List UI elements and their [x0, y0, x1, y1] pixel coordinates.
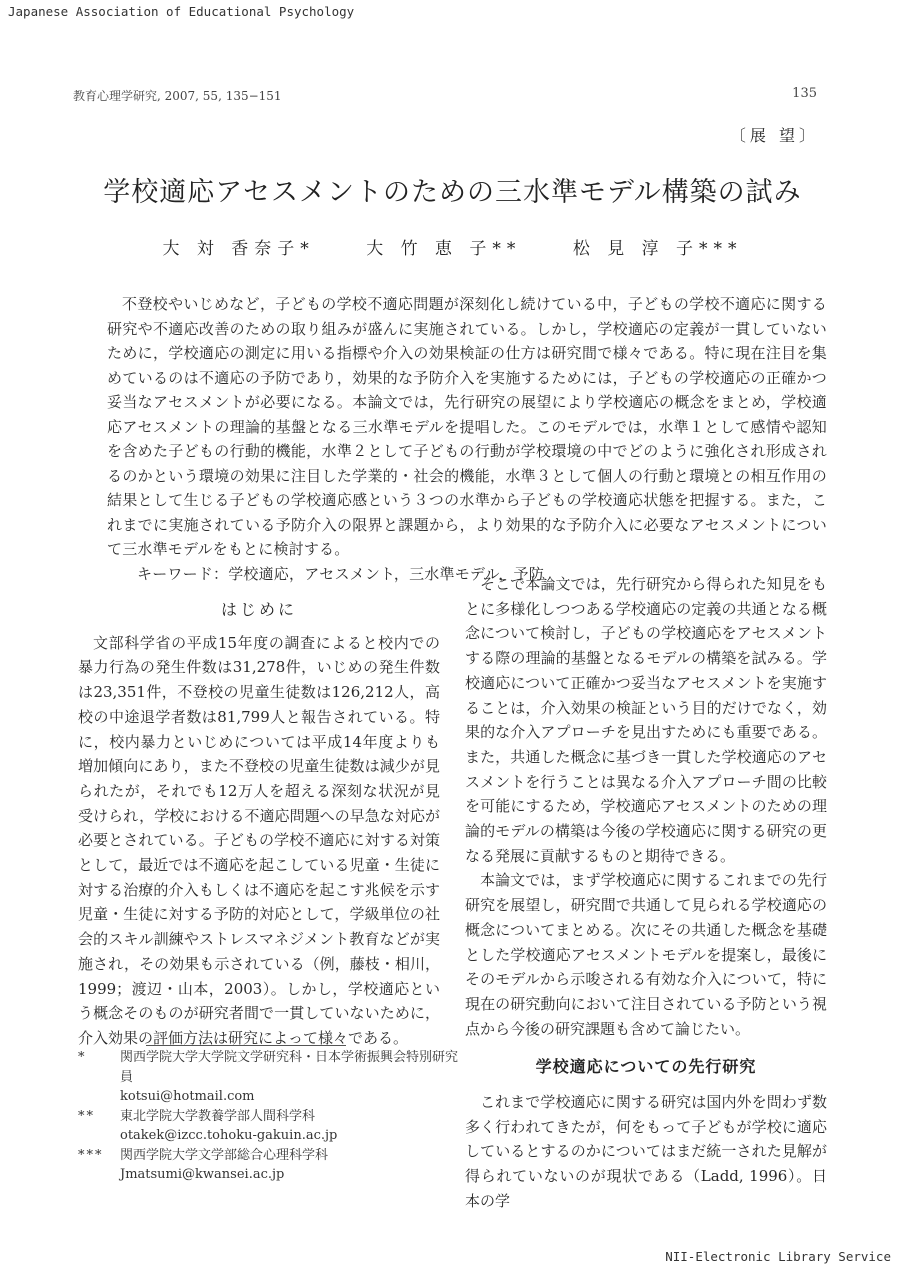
- abstract-text: 不登校やいじめなど，子どもの学校不適応問題が深刻化し続けている中，子どもの学校不適応に関する研究や不適応改善のための取り組みが盛んに実施されている。しかし，学校適応の定義が一貫していないために，学校適応の測定に用いる指標や介入の効果検証の仕方は研究間で様々である。特に現在注目を集めているのは不適応の予防であり，効果的な予防介入を実施するためには，子どもの学校適応の正確かつ妥当なアセスメントが必要になる。本論文では，先行研究の展望により学校適応の概念をまとめ，学校適応アセスメントの理論的基盤となる三水準モデルを提唱した。このモデルでは，水準１として感情や認知を含めた子どもの行動的機能，水準２として子どもの行動が学校環境の中でどのように強化され形成されるのかという環境の効果に注目した学業的・社会的機能，水準３として個人の行動と環境との相互作用の結果として生じる子どもの学校適応感という３つの水準から子どもの学校適応状態を把握する。また，これまでに実施されている予防介入の限界と課題から，より効果的な予防介入に必要なアセスメントについて三水準モデルをもとに検討する。: [107, 295, 827, 558]
- paper-title: 学校適応アセスメントのための三水準モデル構築の試み: [103, 177, 802, 208]
- footnote-affiliation: 関西学院大学大学院文学研究科・日本学術振興会特別研究員: [120, 1050, 459, 1085]
- right-column: [465, 572, 827, 1214]
- footnote-email: otakek@izcc.tohoku-gakuin.ac.jp: [120, 1128, 338, 1143]
- journal-reference: 教育心理学研究, 2007, 55, 135−151: [73, 89, 282, 103]
- library-service-footer: NII-Electronic Library Service: [665, 1249, 891, 1264]
- footnote: [78, 1048, 458, 1107]
- left-column: [78, 598, 440, 1051]
- footnote: [78, 1146, 458, 1185]
- paragraph: そこで本論文では，先行研究から得られた知見をもとに多様化しつつある学校適応の定義の共通となる概念について検討し，子どもの学校適応をアセスメントする際の理論的基盤となるモデルの構築を試みる。学校適応について正確かつ妥当なアセスメントを実施することは，介入効果の検証という目的だけでなく，効果的な介入アプローチを見出すためにも重要である。また，共通した概念に基づき一貫した学校適応のアセスメントを行うことは異なる介入アプローチ間の比較を可能にするため，学校適応アセスメントのための理論的モデルの構築は今後の学校適応に関する研究の更なる発展に貢献するものと期待できる。: [465, 575, 827, 865]
- footnote-mark: **: [78, 1108, 95, 1124]
- abstract: [107, 292, 827, 586]
- paragraph: これまで学校適応に関する研究は国内外を問わず数多く行われてきたが，何をもって子どもが学校に適応しているとするのかについてはまだ統一された見解が得られていないのが現状である（Ladd, 1996）。日本の学: [465, 1093, 827, 1210]
- article-category: 〔展 望〕: [729, 126, 819, 145]
- footnote-mark: *: [78, 1050, 87, 1065]
- author-name: 松 見 淳 子***: [572, 239, 743, 259]
- footnote-divider: [146, 1045, 346, 1046]
- paragraph: 本論文では，まず学校適応に関するこれまでの先行研究を展望し，研究間で共通して見られる学校適応の概念についてまとめる。次にその共通した概念を基礎とした学校適応アセスメントモデルを提案し，最後にそのモデルから示唆される有効な介入について，特に現在の研究動向において注目されている予防という視点から今後の研究課題も含めて論じたい。: [465, 871, 827, 1038]
- footnotes: [78, 1048, 458, 1185]
- footnote-affiliation: 東北学院大学教養学部人間科学科: [120, 1108, 316, 1124]
- page-number: 135: [792, 86, 817, 101]
- association-header: Japanese Association of Educational Psychology: [8, 4, 355, 19]
- section-heading: 学校適応についての先行研究: [535, 1057, 757, 1077]
- footnote-email: kotsui@hotmail.com: [120, 1089, 255, 1104]
- author-list: [0, 234, 905, 259]
- paragraph: 文部科学省の平成15年度の調査によると校内での暴力行為の発生件数は31,278件，いじめの発生件数は23,351件，不登校の児童生徒数は126,212人，高校の中途退学者数は81,799人と報告されている。特に，校内暴力といじめについては平成14年度よりも増加傾向にあり，また不登校の児童生徒数は減少が見られたが，それでも12万人を超える深刻な状況が見受けられ，学校における不適応問題への早急な対応が必要とされている。子どもの学校不適応に対する対策として，最近では不適応を起こしている児童・生徒に対する治療的介入もしくは不適応を起こす兆候を示す児童・生徒に対する予防的対応として，学級単位の社会的スキル訓練やストレスマネジメント教育などが実施され，その効果も示されている（例，藤枝・相川，1999；渡辺・山本，2003）。しかし，学校適応という概念そのものが研究者間で一貫していないために，介入効果の評価方法は研究によって様々である。: [78, 633, 440, 1047]
- author-name: 大 対 香奈子*: [162, 239, 315, 259]
- footnote-email: Jmatsumi@kwansei.ac.jp: [120, 1167, 285, 1182]
- footnote: [78, 1107, 458, 1146]
- section-heading: はじめに: [220, 600, 297, 619]
- footnote-affiliation: 関西学院大学文学部総合心理科学科: [120, 1147, 329, 1163]
- keywords: キーワード：学校適応，アセスメント，三水準モデル，予防: [137, 564, 544, 583]
- author-name: 大 竹 恵 子**: [366, 239, 522, 259]
- footnote-mark: ***: [78, 1147, 104, 1163]
